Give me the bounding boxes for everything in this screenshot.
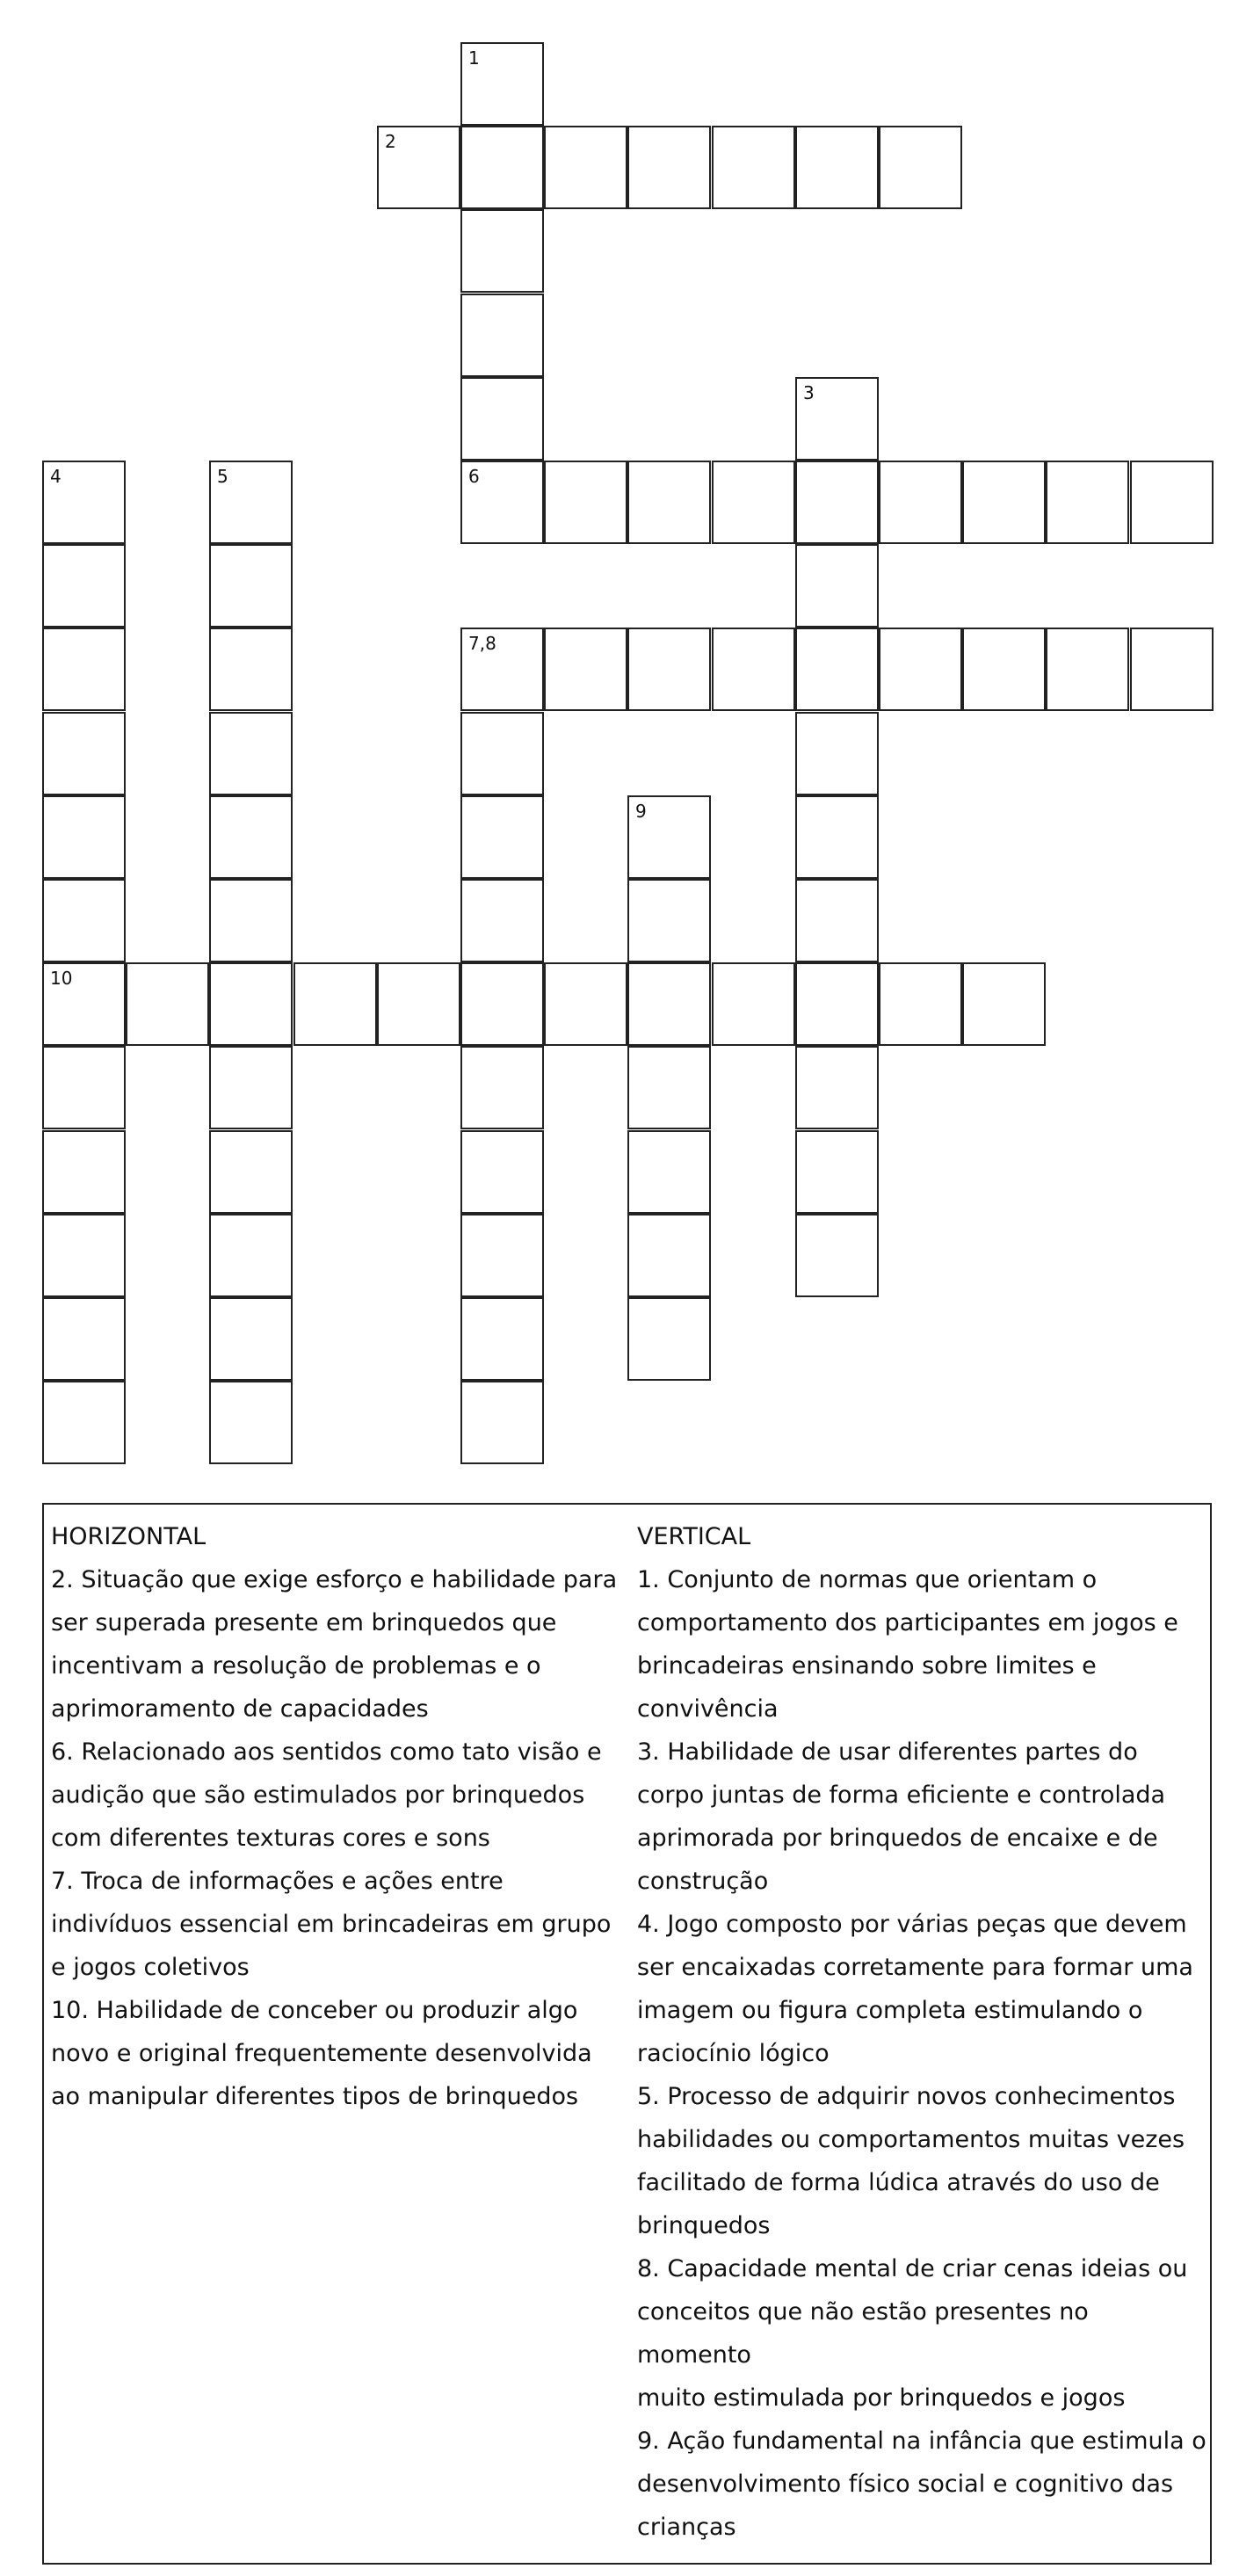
crossword-cell[interactable] xyxy=(627,879,711,962)
crossword-cell[interactable] xyxy=(209,1297,293,1381)
crossword-cell[interactable] xyxy=(460,461,544,544)
clue-line: 1. Conjunto de normas que orientam o xyxy=(637,1566,1098,1593)
crossword-cell[interactable] xyxy=(209,795,293,879)
horizontal-clue xyxy=(51,1731,622,1860)
crossword-cell[interactable] xyxy=(712,628,795,711)
crossword-cell[interactable] xyxy=(42,795,126,879)
crossword-cell[interactable] xyxy=(42,962,126,1046)
clue-line: conceitos que não estão presentes no momento xyxy=(637,2298,1089,2369)
crossword-cell[interactable] xyxy=(209,1381,293,1464)
crossword-cell[interactable] xyxy=(209,962,293,1046)
crossword-cell[interactable] xyxy=(627,1214,711,1297)
crossword-cell[interactable] xyxy=(1130,628,1214,711)
clue-number: 2 xyxy=(385,131,396,152)
clue-number: 4 xyxy=(50,466,62,487)
crossword-cell[interactable] xyxy=(460,1130,544,1214)
clue-number: 3 xyxy=(803,382,815,403)
crossword-cell[interactable] xyxy=(42,1130,126,1214)
crossword-cell[interactable] xyxy=(209,1046,293,1129)
crossword-cell[interactable] xyxy=(795,1214,879,1297)
crossword-cell[interactable] xyxy=(460,628,544,711)
crossword-cell[interactable] xyxy=(795,962,879,1046)
crossword-cell[interactable] xyxy=(627,1130,711,1214)
clue-line: habilidades ou comportamentos muitas vezes xyxy=(637,2126,1185,2153)
horizontal-clue xyxy=(51,1860,622,1989)
clue-line: construção xyxy=(637,1868,769,1895)
vertical-clue xyxy=(637,1731,1208,1903)
crossword-cell[interactable] xyxy=(460,962,544,1046)
clues-box xyxy=(42,1503,1212,2565)
clue-line: 10. Habilidade de conceber ou produzir algo xyxy=(51,1997,578,2024)
crossword-cell[interactable] xyxy=(795,712,879,795)
crossword-cell[interactable] xyxy=(460,126,544,209)
clue-line: 7. Troca de informações e ações entre xyxy=(51,1868,504,1895)
crossword-cell[interactable] xyxy=(42,628,126,711)
clue-line: facilitado de forma lúdica através do uso de xyxy=(637,2169,1160,2196)
clue-line: incentivam a resolução de problemas e o xyxy=(51,1652,541,1680)
crossword-cell[interactable] xyxy=(795,628,879,711)
crossword-cell[interactable] xyxy=(879,461,962,544)
crossword-cell[interactable] xyxy=(544,126,627,209)
clue-line: imagem ou figura completa estimulando o xyxy=(637,1997,1143,2024)
crossword-cell[interactable] xyxy=(962,628,1046,711)
horizontal-clue xyxy=(51,1558,622,1731)
crossword-cell[interactable] xyxy=(962,962,1046,1046)
crossword-cell[interactable] xyxy=(879,126,962,209)
horizontal-clues xyxy=(51,1515,622,2118)
clue-number: 5 xyxy=(217,466,228,487)
crossword-cell[interactable] xyxy=(795,544,879,628)
crossword-cell[interactable] xyxy=(544,628,627,711)
clue-line: brincadeiras ensinando sobre limites e xyxy=(637,1652,1097,1680)
crossword-cell[interactable] xyxy=(42,461,126,544)
clue-line: indivíduos essencial em brincadeiras em grupo xyxy=(51,1911,612,1938)
clue-number: 7,8 xyxy=(468,633,496,654)
crossword-cell[interactable] xyxy=(879,628,962,711)
crossword-cell[interactable] xyxy=(795,126,879,209)
crossword-cell[interactable] xyxy=(42,879,126,962)
clue-line: ser superada presente em brinquedos que xyxy=(51,1609,557,1636)
crossword-cell[interactable] xyxy=(42,544,126,628)
crossword-cell[interactable] xyxy=(627,461,711,544)
crossword-cell[interactable] xyxy=(460,209,544,293)
crossword-cell[interactable] xyxy=(544,461,627,544)
crossword-cell[interactable] xyxy=(460,712,544,795)
crossword-cell[interactable] xyxy=(209,461,293,544)
crossword-cell[interactable] xyxy=(795,461,879,544)
crossword-cell[interactable] xyxy=(795,377,879,461)
clue-line: aprimorada por brinquedos de encaixe e de xyxy=(637,1825,1158,1852)
vertical-clue xyxy=(637,2420,1208,2549)
crossword-cell[interactable] xyxy=(42,712,126,795)
clue-line: convivência xyxy=(637,1695,779,1723)
crossword-cell[interactable] xyxy=(712,126,795,209)
clue-line: desenvolvimento físico social e cognitivo das xyxy=(637,2471,1174,2498)
clue-line: 2. Situação que exige esforço e habilidade para xyxy=(51,1566,618,1593)
clue-number: 1 xyxy=(468,47,480,69)
crossword-cell[interactable] xyxy=(460,795,544,879)
clue-line: corpo juntas de forma eficiente e controlada xyxy=(637,1781,1166,1809)
crossword-cell[interactable] xyxy=(460,1381,544,1464)
crossword-cell[interactable] xyxy=(460,42,544,126)
crossword-cell[interactable] xyxy=(962,461,1046,544)
vertical-clue xyxy=(637,1903,1208,2075)
clue-line: novo e original frequentemente desenvolvida xyxy=(51,2040,592,2067)
crossword-cell[interactable] xyxy=(627,795,711,879)
clue-line: audição que são estimulados por brinquedos xyxy=(51,1781,585,1809)
vertical-clue xyxy=(637,1558,1208,1731)
crossword-cell[interactable] xyxy=(209,628,293,711)
crossword-cell[interactable] xyxy=(460,1046,544,1129)
crossword-cell[interactable] xyxy=(627,1297,711,1381)
crossword-cell[interactable] xyxy=(460,1214,544,1297)
crossword-cell[interactable] xyxy=(209,712,293,795)
clue-line: comportamento dos participantes em jogos e xyxy=(637,1609,1178,1636)
crossword-cell[interactable] xyxy=(209,1130,293,1214)
crossword-cell[interactable] xyxy=(42,1381,126,1464)
clue-line: aprimoramento de capacidades xyxy=(51,1695,429,1723)
clue-line: 8. Capacidade mental de criar cenas ideias ou xyxy=(637,2255,1188,2282)
crossword-cell[interactable] xyxy=(627,126,711,209)
clue-line: 3. Habilidade de usar diferentes partes do xyxy=(637,1738,1138,1766)
vertical-clues xyxy=(637,1515,1208,2549)
crossword-cell[interactable] xyxy=(795,795,879,879)
clue-number: 6 xyxy=(468,466,480,487)
clue-line: raciocínio lógico xyxy=(637,2040,830,2067)
crossword-cell[interactable] xyxy=(795,1046,879,1129)
crossword-cell[interactable] xyxy=(627,1046,711,1129)
crossword-cell[interactable] xyxy=(377,962,460,1046)
clue-line: 6. Relacionado aos sentidos como tato visão e xyxy=(51,1738,602,1766)
crossword-cell[interactable] xyxy=(209,879,293,962)
vertical-clue xyxy=(637,2075,1208,2247)
crossword-cell[interactable] xyxy=(209,544,293,628)
clue-line: e jogos coletivos xyxy=(51,1954,250,1981)
crossword-cell[interactable] xyxy=(209,1214,293,1297)
crossword-cell[interactable] xyxy=(879,962,962,1046)
crossword-cell[interactable] xyxy=(1046,461,1129,544)
crossword-cell[interactable] xyxy=(42,1297,126,1381)
clue-line: com diferentes texturas cores e sons xyxy=(51,1825,490,1852)
clue-number: 9 xyxy=(635,801,647,822)
clue-line: crianças xyxy=(637,2514,736,2541)
crossword-cell[interactable] xyxy=(712,962,795,1046)
crossword-cell[interactable] xyxy=(1046,628,1129,711)
clue-line: 5. Processo de adquirir novos conhecimentos xyxy=(637,2083,1176,2110)
crossword-cell[interactable] xyxy=(460,1297,544,1381)
clue-line: 9. Ação fundamental na infância que estimula o xyxy=(637,2427,1206,2455)
clue-line: brinquedos xyxy=(637,2212,771,2239)
crossword-cell[interactable] xyxy=(712,461,795,544)
crossword-cell[interactable] xyxy=(42,1046,126,1129)
vertical-clue xyxy=(637,2247,1208,2420)
clue-line: 4. Jogo composto por várias peças que devem xyxy=(637,1911,1187,1938)
clue-number: 10 xyxy=(50,968,73,989)
clue-line: ao manipular diferentes tipos de brinquedos xyxy=(51,2083,579,2110)
crossword-cell[interactable] xyxy=(544,962,627,1046)
horizontal-clue xyxy=(51,1989,622,2118)
crossword-cell[interactable] xyxy=(460,879,544,962)
crossword-cell[interactable] xyxy=(795,879,879,962)
crossword-cell[interactable] xyxy=(460,294,544,377)
crossword-cell[interactable] xyxy=(377,126,460,209)
crossword-cell[interactable] xyxy=(1130,461,1214,544)
crossword-cell[interactable] xyxy=(293,962,377,1046)
clue-line: muito estimulada por brinquedos e jogos xyxy=(637,2384,1126,2412)
horizontal-title: HORIZONTAL xyxy=(51,1523,206,1550)
vertical-title: VERTICAL xyxy=(637,1523,751,1550)
crossword-cell[interactable] xyxy=(627,628,711,711)
crossword-cell[interactable] xyxy=(126,962,209,1046)
crossword-cell[interactable] xyxy=(460,377,544,461)
crossword-cell[interactable] xyxy=(627,962,711,1046)
crossword-cell[interactable] xyxy=(42,1214,126,1297)
crossword-cell[interactable] xyxy=(795,1130,879,1214)
clue-line: ser encaixadas corretamente para formar uma xyxy=(637,1954,1193,1981)
